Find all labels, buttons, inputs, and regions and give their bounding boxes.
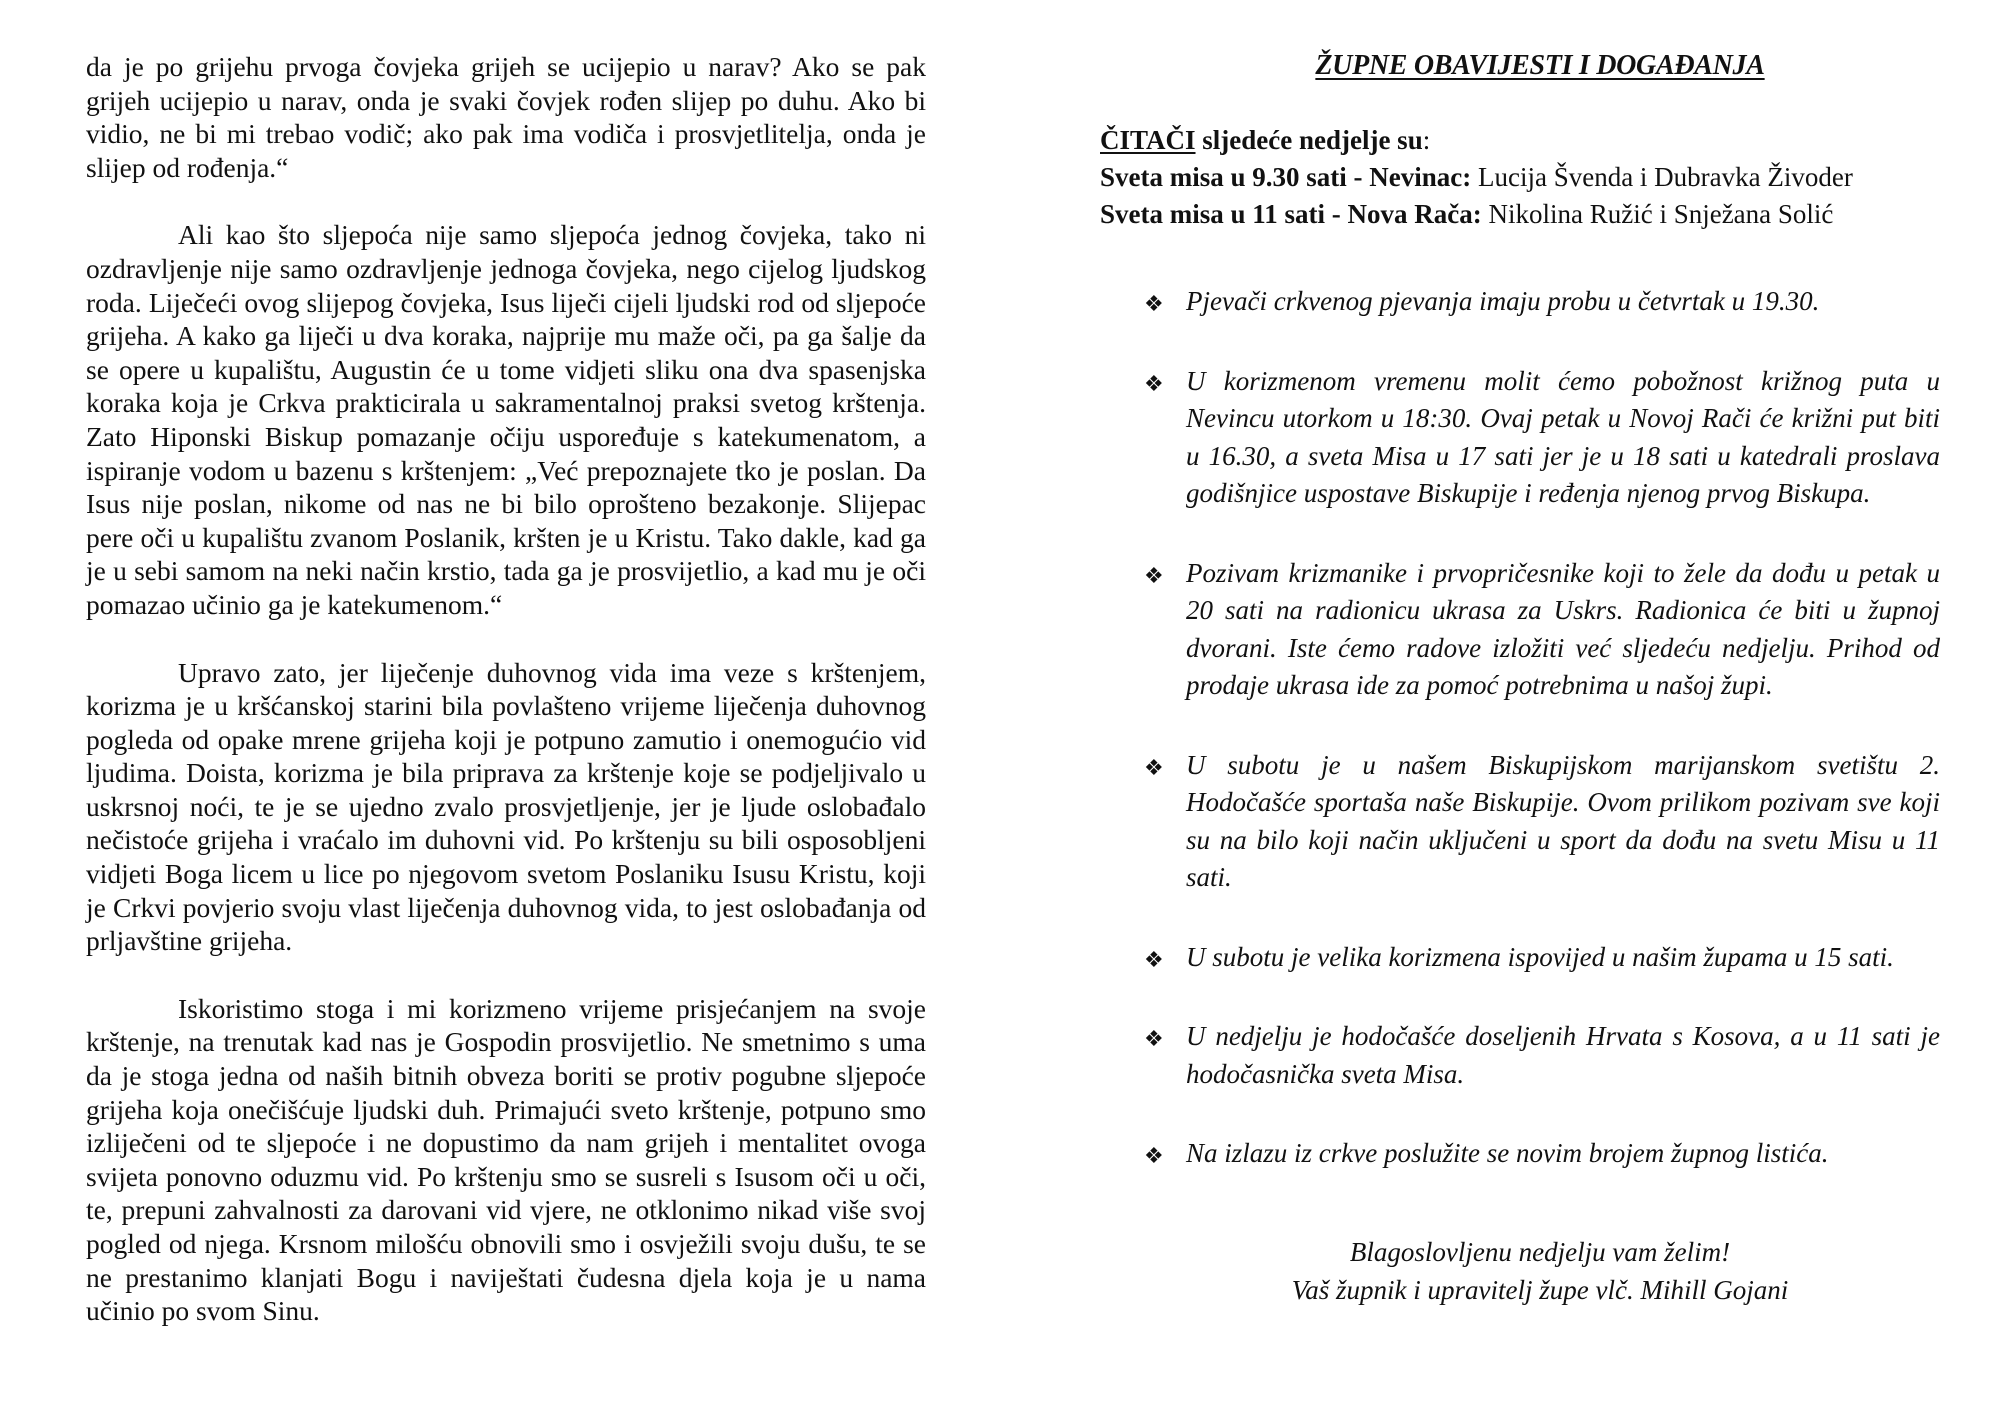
paragraph-4: Iskoristimo stoga i mi korizmeno vrijeme prisjećanjem na svoje krštenje, na trenutak kad nas je Gospodin prosvijetlio. Ne smetnimo s uma da je stoga jedna od naših bitnih obveza boriti se protiv pogubne sljepoće grijeha koja onečišćuje ljudski duh. Primajući sveto krštenje, potpuno smo izliječeni od te sljepoće i ne dopustimo da nam grijeh i mentalitet ovoga svijeta ponovno oduzmu vid. Po krštenju smo se susreli s Isusom oči u oči, te, prepuni zahvalnosti za darovani vid vjere, ne otklonimo nikad više svoj pogled od njega. Krsnom milošću obnovili smo i osvježili svoju dušu, te se ne prestanimo klanjati Bogu i naviještati čudesna djela koja je u nama učinio po svom Sinu. bbox=[86, 992, 926, 1327]
notice-item bbox=[1100, 1018, 1940, 1093]
notice-text: U korizmenom vremenu molit ćemo pobožnost križnog puta u Nevincu utorkom u 18:30. Ovaj petak u Novoj Rači će križni put biti u 16.30, a sveta Misa u 17 sati jer je u 18 sati u katedrali proslava godišnjice uspostave Biskupije i ređenja njenog prvog Biskupa. bbox=[1186, 365, 1940, 508]
readers-intro bbox=[1100, 122, 1940, 159]
notice-text: U subotu je u našem Biskupijskom marijanskom svetištu 2. Hodočašće sportaša naše Biskupije. Ovom prilikom pozivam sve koji su na bilo koji način uključeni u sport da dođu na svetu Misu u 11 sati. bbox=[1186, 749, 1940, 892]
signature-line: Vaš župnik i upravitelj župe vlč. Mihill Gojani bbox=[1291, 1274, 1789, 1305]
notice-item bbox=[1100, 555, 1940, 705]
notice-text: Pozivam krizmanike i prvopričesnike koji to žele da dođu u petak u 20 sati na radionicu ukrasa za Uskrs. Radionica će biti u župnoj dvorani. Iste ćemo radove izložiti već sljedeću nedjelju. Prihod od prodaje ukrasa ide za pomoć potrebnima u našoj župi. bbox=[1186, 557, 1940, 700]
right-column bbox=[1100, 50, 1940, 1309]
paragraph-3: Upravo zato, jer liječenje duhovnog vida ima veze s krštenjem, korizma je u kršćanskoj starini bila povlašteno vrijeme liječenja duhovnog pogleda od opake mrene grijeha koji je potpuno zamutio i onemogućio vid ljudima. Doista, korizma je bila priprava za krštenje koje se podjeljivalo u uskrsnoj noći, te je se ujedno zvalo prosvjetljenje, jer je ljude oslobađalo nečistoće grijeha i vraćalo im duhovni vid. Po krštenju su bili osposobljeni vidjeti Boga licem u lice po njegovom svetom Poslaniku Isusu Kristu, koji je Crkvi povjerio svoju vlast liječenja duhovnog vida, to jest oslobađanja od prljavštine grijeha. bbox=[86, 656, 926, 957]
readers-mass-1 bbox=[1100, 159, 1940, 196]
readers-colon: : bbox=[1422, 125, 1431, 155]
diamond-bullet-icon: ❖ bbox=[1144, 754, 1164, 780]
announcements-heading: ŽUPNE OBAVIJESTI I DOGAĐANJA bbox=[1315, 50, 1765, 81]
notice-text: Pjevači crkvenog pjevanja imaju probu u četvrtak u 19.30. bbox=[1186, 286, 1820, 316]
notice-item bbox=[1100, 363, 1940, 513]
readers-label: ČITAČI bbox=[1100, 125, 1196, 155]
notice-text: U nedjelju je hodočašće doseljenih Hrvata s Kosova, a u 11 sati je hodočasnička sveta Misa. bbox=[1186, 1021, 1940, 1089]
diamond-bullet-icon: ❖ bbox=[1144, 370, 1164, 396]
paragraph-1: da je po grijehu prvoga čovjeka grijeh se ucijepio u narav? Ako se pak grijeh ucijepio u narav, onda je svaki čovjek rođen slijep po duhu. Ako bi vidio, ne bi mi trebao vodič; ako pak ima vodiča i prosvjetlitelja, onda je slijep od rođenja.“ bbox=[86, 51, 926, 183]
diamond-bullet-icon: ❖ bbox=[1144, 1026, 1164, 1051]
notice-text: Na izlazu iz crkve poslužite se novim brojem župnog listića. bbox=[1186, 1138, 1829, 1168]
readers-mass-2 bbox=[1100, 196, 1940, 233]
left-column bbox=[86, 50, 926, 1362]
reader-names: Nikolina Ružić i Snježana Solić bbox=[1481, 199, 1834, 229]
notice-item bbox=[1100, 747, 1940, 897]
notice-item bbox=[1100, 283, 1940, 321]
notices-list bbox=[1100, 283, 1940, 1173]
notice-item bbox=[1100, 1135, 1940, 1173]
paragraph-2: Ali kao što sljepoća nije samo sljepoća jednog čovjeka, tako ni ozdravljenje nije samo ozdravljenje jednoga čovjeka, nego cijelog ljudskog roda. Liječeći ovog slijepog čovjeka, Isus liječi cijeli ljudski rod od sljepoće grijeha. A kako ga liječi u dva koraka, najprije mu maže oči, pa ga šalje da se opere u kupalištu, Augustin će u tome vidjeti sliku ona dva spasenjska koraka koja je Crkva prakticirala u sakramentalnoj praksi svetog krštenja. Zato Hiponski Biskup pomazanje očiju uspoređuje s katekumenatom, a ispiranje vodom u bazenu s krštenjem: „Već prepoznajete tko je poslan. Da Isus nije poslan, nikome od nas ne bi bilo oprošteno bezakonje. Slijepac pere oči u kupalištu zvanom Poslanik, kršten je u Kristu. Tako dakle, kad ga je u sebi samom na neki način krstio, tada ga je prosvijetlio, a kad mu je oči pomazao učinio ga je katekumenom.“ bbox=[86, 219, 926, 620]
reader-names: Lucija Švenda i Dubravka Živoder bbox=[1471, 162, 1853, 192]
diamond-bullet-icon: ❖ bbox=[1144, 946, 1164, 972]
notice-text: U subotu je velika korizmena ispovijed u našim župama u 15 sati. bbox=[1186, 941, 1894, 972]
diamond-bullet-icon: ❖ bbox=[1144, 562, 1164, 588]
mass-title: Sveta misa u 9.30 sati - Nevinac: bbox=[1100, 162, 1472, 192]
diamond-bullet-icon: ❖ bbox=[1144, 291, 1164, 316]
notice-item bbox=[1100, 939, 1940, 977]
mass-title: Sveta misa u 11 sati - Nova Rača: bbox=[1100, 199, 1482, 229]
readers-section bbox=[1100, 122, 1940, 233]
closing-blessing bbox=[1100, 1233, 1940, 1309]
readers-label-suffix: sljedeće nedjelje su bbox=[1195, 125, 1423, 155]
blessing-line: Blagoslovljenu nedjelju vam želim! bbox=[1349, 1236, 1731, 1267]
diamond-bullet-icon: ❖ bbox=[1144, 1143, 1164, 1168]
